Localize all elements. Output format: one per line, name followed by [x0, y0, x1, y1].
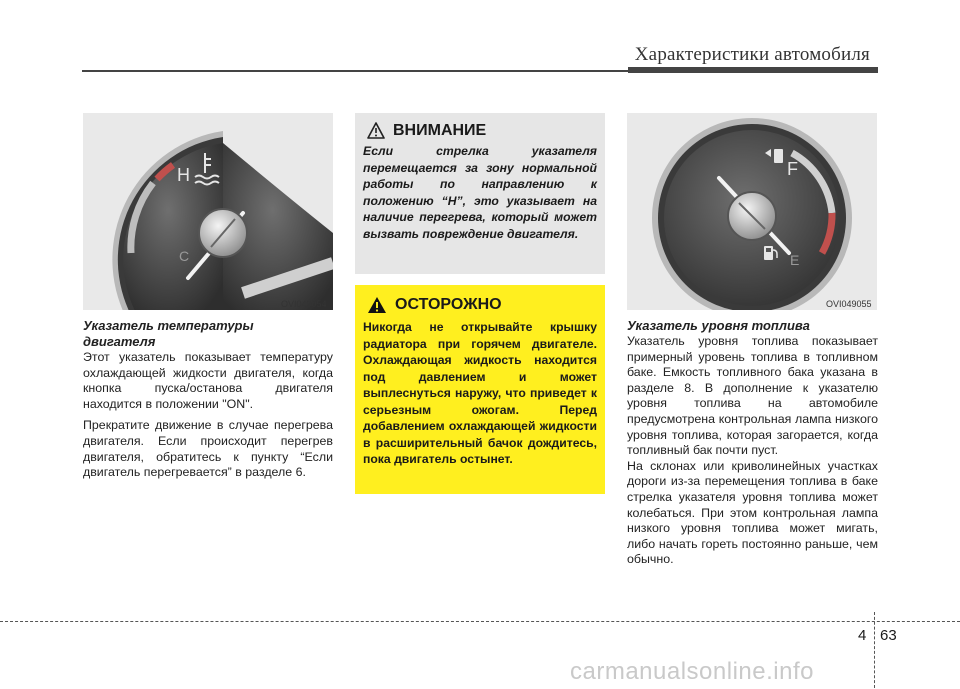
fuel-paragraph-2: На склонах или криволинейных участках дороги из-за перемещения топлива в баке стрелка указателя уровня топлива может колебаться. При этом контрольная лампа низкого уровня топлива может мигать, либо начать гореть постоянно раньше, чем обычно. [627, 458, 878, 567]
page-number: 63 [880, 627, 897, 644]
temperature-gauge-figure [83, 113, 333, 310]
temperature-gauge-text [83, 350, 333, 487]
footer-divider [874, 612, 875, 688]
gauge-full-label: F [787, 159, 798, 179]
temperature-paragraph-1: Этот указатель показывает температуру охлаждающей жидкости двигателя, когда кнопка пуска/останова двигателя находится в положении "ON". [83, 350, 333, 411]
fuel-gauge-heading: Указатель уровня топлива [627, 318, 810, 333]
warning-filled-icon [367, 296, 387, 314]
attention-box-header [367, 121, 486, 141]
footer-rule [0, 621, 960, 622]
caution-box [355, 285, 605, 494]
temperature-gauge-heading: Указатель температуры двигателя [83, 318, 254, 349]
fuel-gauge-illustration [627, 113, 877, 310]
fuel-gauge-text [627, 334, 878, 574]
figure-code-right: OVI049055 [826, 299, 872, 309]
gauge-hot-label: H [177, 165, 190, 185]
fuel-gauge-figure [627, 113, 877, 310]
chapter-number: 4 [858, 627, 867, 644]
warning-outline-icon [367, 122, 385, 140]
header-accent-bar [628, 67, 878, 73]
attention-box-title: ВНИМАНИЕ [393, 122, 487, 139]
temperature-gauge-illustration [83, 113, 333, 310]
attention-box [355, 113, 605, 274]
figure-code-left: OVI049054 [281, 299, 327, 309]
caution-box-header [367, 295, 502, 315]
gauge-empty-label: E [790, 252, 800, 268]
watermark: carmanualsonline.info [570, 658, 814, 685]
caution-box-body: Никогда не открывайте крышку радиатора при горячем двигателе. Охлаждающая жидкость находится под давлением и может выплеснуться наружу, что приведет к серьезным ожогам. Перед добавлением охлаждающей жидкости в расширительный бачок дождитесь, пока двигатель остынет. [363, 320, 597, 466]
gauge-cold-label: C [179, 248, 190, 264]
temperature-paragraph-2: Прекратите движение в случае перегрева двигателя. Если происходит перегрев двигателя, обратитесь к пункту “Если двигатель перегревается” в разделе 6. [83, 418, 333, 480]
fuel-paragraph-1: Указатель уровня топлива показывает примерный уровень топлива в топливном баке. Емкость топливного бака указана в разделе 8. В дополнение к указателю уровня топлива на автомобиле предусмотрена контрольная лампа низкого уровня топлива, которая загорается, когда топливный бак почти пуст. [627, 334, 878, 458]
page-header-title: Характеристики автомобиля [634, 44, 870, 65]
attention-box-body: Если стрелка указателя перемещается за зону нормальной работы по направлению к положению “H”, это указывает на наличие перегрева, который может вызвать повреждение двигателя. [363, 144, 597, 241]
caution-box-title: ОСТОРОЖНО [395, 296, 502, 313]
